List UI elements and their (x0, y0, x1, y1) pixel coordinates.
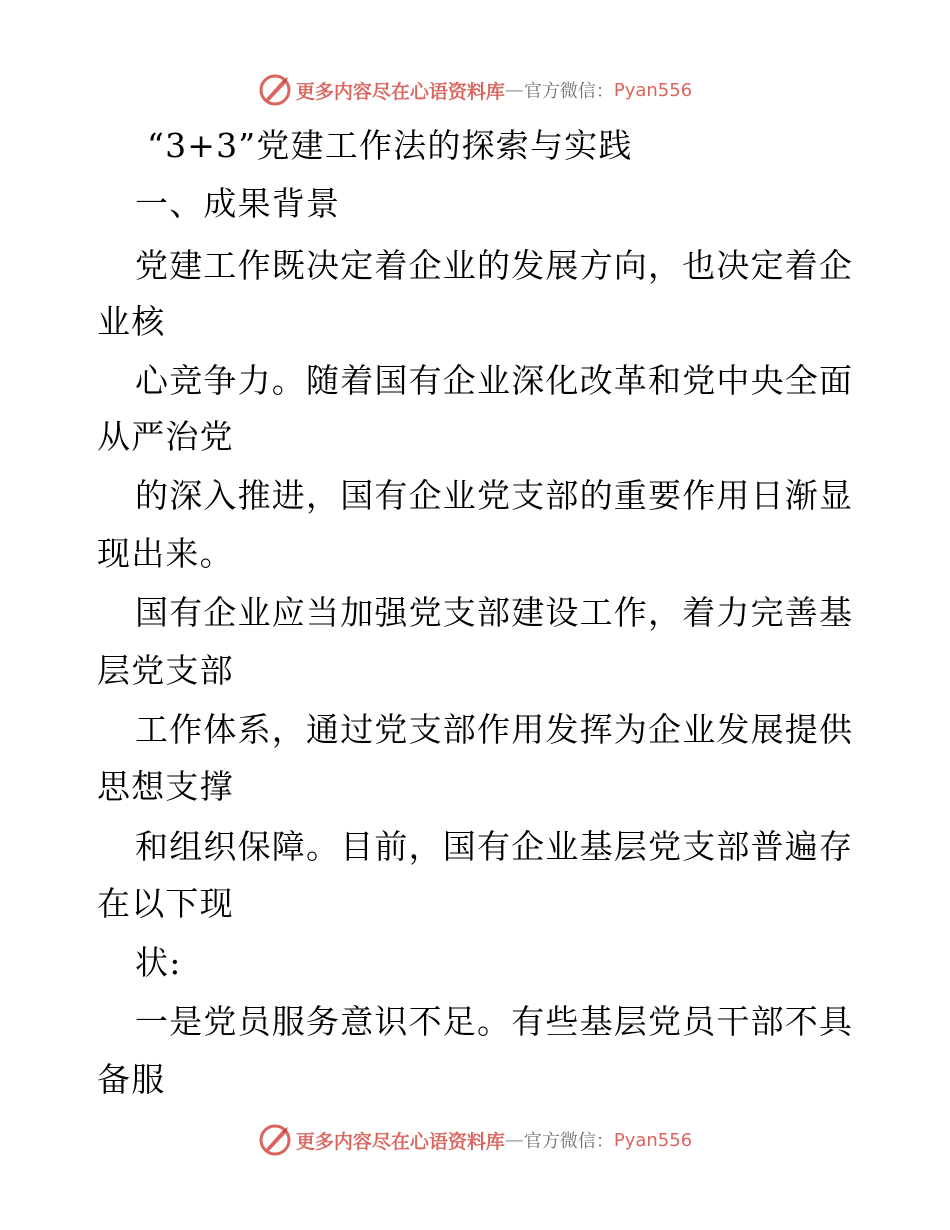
paragraph-line: 从严治党 (97, 417, 234, 456)
paragraph-line: 和组织保障。目前，国有企业基层党支部普遍存 (135, 827, 854, 866)
paragraph-line: 思想支撑 (97, 767, 234, 806)
watermark-wechat-id: Pyan556 (613, 1129, 693, 1151)
paragraph-line: 国有企业应当加强党支部建设工作，着力完善基 (135, 593, 854, 632)
watermark-banner-bottom (0, 1120, 950, 1160)
watermark-wechat-id: Pyan556 (613, 79, 693, 101)
paragraph-line: 现出来。 (97, 534, 234, 573)
watermark-sub: 官方微信： (523, 81, 614, 102)
quill-pen-logo-icon (258, 1123, 292, 1157)
paragraph-line: 的深入推进，国有企业党支部的重要作用日渐显 (135, 476, 854, 515)
watermark-sub: 官方微信： (523, 1131, 614, 1152)
paragraph-line: 层党支部 (97, 651, 234, 690)
watermark-dash: — (504, 1129, 524, 1151)
quill-pen-logo-icon (258, 73, 292, 107)
watermark-brand: 更多内容尽在心语资料库 (295, 1130, 505, 1153)
document-title: “3+3”党建工作法的探索与实践 (147, 126, 633, 165)
paragraph-line: 党建工作既决定着企业的发展方向，也决定着企 (135, 246, 854, 285)
section-heading: 一、成果背景 (135, 184, 341, 223)
paragraph-line: 一是党员服务意识不足。有些基层党员干部不具 (135, 1002, 854, 1041)
paragraph-line: 心竞争力。随着国有企业深化改革和党中央全面 (135, 361, 854, 400)
watermark-dash: — (504, 79, 524, 101)
paragraph-line: 状: (135, 943, 182, 982)
paragraph-line: 在以下现 (97, 884, 234, 923)
paragraph-line: 备服 (97, 1060, 166, 1099)
watermark-brand: 更多内容尽在心语资料库 (295, 80, 505, 103)
watermark-banner-top (0, 70, 950, 110)
paragraph-line: 工作体系，通过党支部作用发挥为企业发展提供 (135, 710, 854, 749)
paragraph-line: 业核 (97, 302, 166, 341)
